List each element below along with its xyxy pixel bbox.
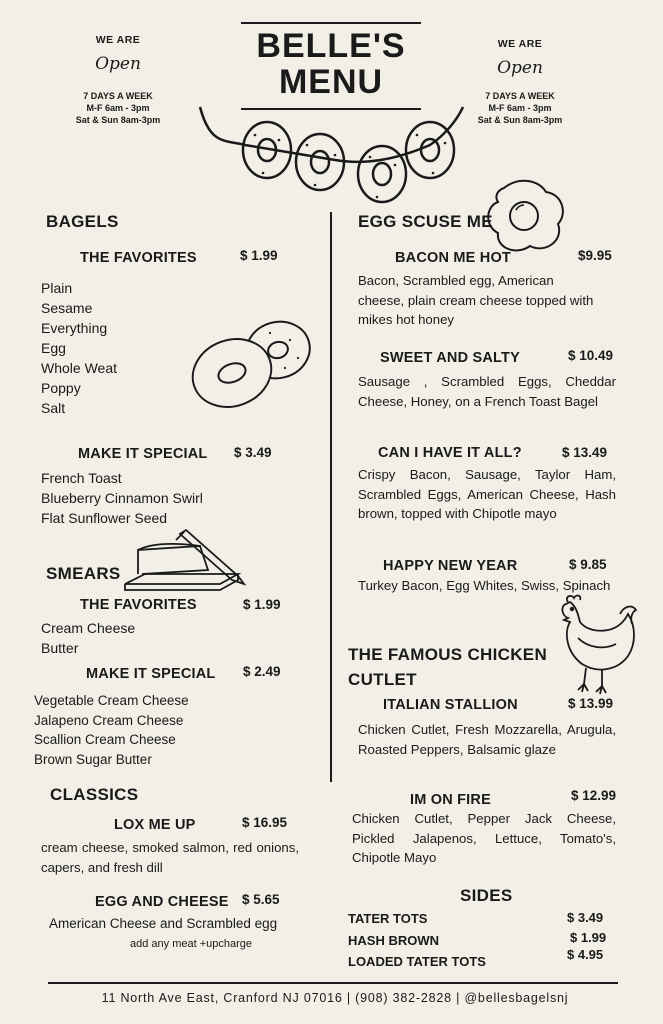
we-are-label-right: WE ARE bbox=[497, 38, 543, 50]
smears-special-price: $ 2.49 bbox=[243, 664, 281, 679]
smear-special-item: Vegetable Cream Cheese bbox=[34, 693, 189, 708]
chicken-heading-line-2: CUTLET bbox=[348, 670, 417, 689]
egg-item-2-price: $ 10.49 bbox=[568, 348, 614, 363]
chicken-item-1-description: Chicken Cutlet, Fresh Mozzarella, Arugula, Roasted Peppers, Balsamic glaze bbox=[358, 722, 616, 757]
bagel-flavor-item: Plain bbox=[41, 280, 73, 296]
open-label-left: Open bbox=[95, 54, 141, 74]
bagel-special-item: Blueberry Cinnamon Swirl bbox=[41, 490, 203, 506]
smears-heading: SMEARS bbox=[46, 564, 121, 583]
chicken-item-2-price: $ 12.99 bbox=[571, 788, 617, 803]
footer-contact: 11 North Ave East, Cranford NJ 07016 | (908) 382-2828 | @bellesbagelsnj bbox=[101, 991, 569, 1005]
title-line-2: MENU bbox=[278, 63, 384, 101]
side-1-name: TATER TOTS bbox=[348, 911, 428, 926]
bagel-illustration bbox=[190, 318, 315, 413]
smear-special-item: Brown Sugar Butter bbox=[34, 751, 152, 767]
smears-special-list bbox=[34, 691, 189, 769]
chicken-heading bbox=[348, 642, 547, 692]
smear-special-item: Scallion Cream Cheese bbox=[34, 732, 176, 747]
chicken-item-2-name: IM ON FIRE bbox=[410, 792, 491, 808]
bagel-flavor-item: Egg bbox=[41, 340, 66, 356]
weekday-hours-right: M-F 6am - 3pm bbox=[488, 103, 552, 113]
chicken-item-1-name: ITALIAN STALLION bbox=[383, 697, 518, 713]
lox-label: LOX ME UP bbox=[114, 817, 196, 833]
smears-favorites-list bbox=[41, 618, 135, 658]
smears-favorites-label: THE FAVORITES bbox=[80, 597, 197, 613]
smear-item: Butter bbox=[41, 640, 79, 656]
chicken-item-2-description: Chicken Cutlet, Pepper Jack Cheese, Pickled Jalapenos, Lettuce, Tomato's, Chipotle Mayo bbox=[352, 811, 616, 865]
title-line-1: BELLE'S bbox=[256, 27, 406, 65]
bagels-special-list bbox=[41, 468, 203, 528]
egg-cheese-note: add any meat +upcharge bbox=[130, 938, 253, 950]
weekend-hours-left: Sat & Sun 8am-3pm bbox=[75, 115, 161, 125]
side-2-name: HASH BROWN bbox=[348, 933, 439, 948]
egg-cheese-label: EGG AND CHEESE bbox=[95, 894, 229, 910]
bagels-heading: BAGELS bbox=[46, 212, 119, 231]
bagel-flavor-item: Sesame bbox=[41, 300, 93, 316]
egg-item-3-name: CAN I HAVE IT ALL? bbox=[378, 445, 522, 461]
bagels-favorites-price: $ 1.99 bbox=[240, 248, 278, 263]
classics-heading: CLASSICS bbox=[50, 785, 139, 804]
hours-right bbox=[460, 90, 580, 126]
side-2-price: $ 1.99 bbox=[570, 930, 607, 945]
bagel-flavor-item: Poppy bbox=[41, 380, 81, 396]
days-left: 7 DAYS A WEEK bbox=[83, 91, 153, 101]
chicken-item-1-price: $ 13.99 bbox=[568, 696, 614, 711]
egg-item-1-price: $9.95 bbox=[578, 248, 612, 263]
bagel-garland-illustration bbox=[195, 105, 470, 205]
hours-left bbox=[58, 90, 178, 126]
bagels-special-label: MAKE IT SPECIAL bbox=[78, 446, 208, 462]
butter-illustration bbox=[120, 522, 255, 597]
bagels-favorites-list bbox=[41, 278, 117, 418]
page-title bbox=[231, 28, 431, 100]
smear-item: Cream Cheese bbox=[41, 620, 136, 636]
lox-description: cream cheese, smoked salmon, red onions, capers, and fresh dill bbox=[41, 840, 299, 875]
smears-special-label: MAKE IT SPECIAL bbox=[86, 666, 216, 682]
egg-cheese-description: American Cheese and Scrambled egg bbox=[49, 916, 278, 931]
bagels-favorites-label: THE FAVORITES bbox=[80, 250, 197, 266]
egg-item-1-description: Bacon, Scrambled egg, American cheese, plain cream cheese topped with mikes hot honey bbox=[358, 273, 594, 327]
egg-item-4-price: $ 9.85 bbox=[569, 557, 607, 572]
bagel-flavor-item: Salt bbox=[41, 400, 66, 416]
egg-item-3-description: Crispy Bacon, Sausage, Taylor Ham, Scrambled Eggs, American Cheese, Hash brown, topped with Chipotle mayo bbox=[358, 467, 616, 521]
fried-egg-illustration bbox=[484, 178, 566, 253]
egg-cheese-price: $ 5.65 bbox=[242, 892, 280, 907]
bagel-flavor-item: Whole Weat bbox=[41, 360, 117, 376]
open-label-right: Open bbox=[497, 58, 543, 78]
egg-item-2-name: SWEET AND SALTY bbox=[380, 350, 520, 366]
egg-item-2-description: Sausage , Scrambled Eggs, Cheddar Cheese, Honey, on a French Toast Bagel bbox=[358, 374, 616, 409]
we-are-label-left: WE ARE bbox=[95, 34, 141, 46]
weekday-hours-left: M-F 6am - 3pm bbox=[86, 103, 150, 113]
smear-special-item: Jalapeno Cream Cheese bbox=[34, 712, 184, 728]
side-1-price: $ 3.49 bbox=[567, 910, 604, 925]
column-divider bbox=[330, 212, 332, 782]
egg-heading: EGG SCUSE ME bbox=[358, 212, 493, 231]
side-3-price: $ 4.95 bbox=[567, 947, 604, 962]
chicken-heading-line-1: THE FAMOUS CHICKEN bbox=[348, 645, 548, 664]
bagel-flavor-item: Everything bbox=[41, 320, 108, 336]
egg-item-4-name: HAPPY NEW YEAR bbox=[383, 558, 518, 574]
egg-item-3-price: $ 13.49 bbox=[562, 445, 608, 460]
bagels-special-price: $ 3.49 bbox=[234, 445, 272, 460]
bagel-special-item: French Toast bbox=[41, 470, 122, 486]
footer-rule bbox=[48, 982, 618, 984]
egg-item-4-description: Turkey Bacon, Egg Whites, Swiss, Spinach bbox=[358, 578, 611, 593]
sides-heading: SIDES bbox=[460, 886, 513, 905]
chicken-illustration bbox=[558, 592, 640, 696]
title-rule-top bbox=[241, 22, 421, 24]
weekend-hours-right: Sat & Sun 8am-3pm bbox=[477, 115, 563, 125]
egg-item-1-name: BACON ME HOT bbox=[395, 250, 511, 266]
smears-favorites-price: $ 1.99 bbox=[243, 597, 281, 612]
bagel-special-item: Flat Sunflower Seed bbox=[41, 510, 168, 526]
lox-price: $ 16.95 bbox=[242, 815, 288, 830]
days-right: 7 DAYS A WEEK bbox=[485, 91, 555, 101]
side-3-name: LOADED TATER TOTS bbox=[348, 954, 486, 969]
